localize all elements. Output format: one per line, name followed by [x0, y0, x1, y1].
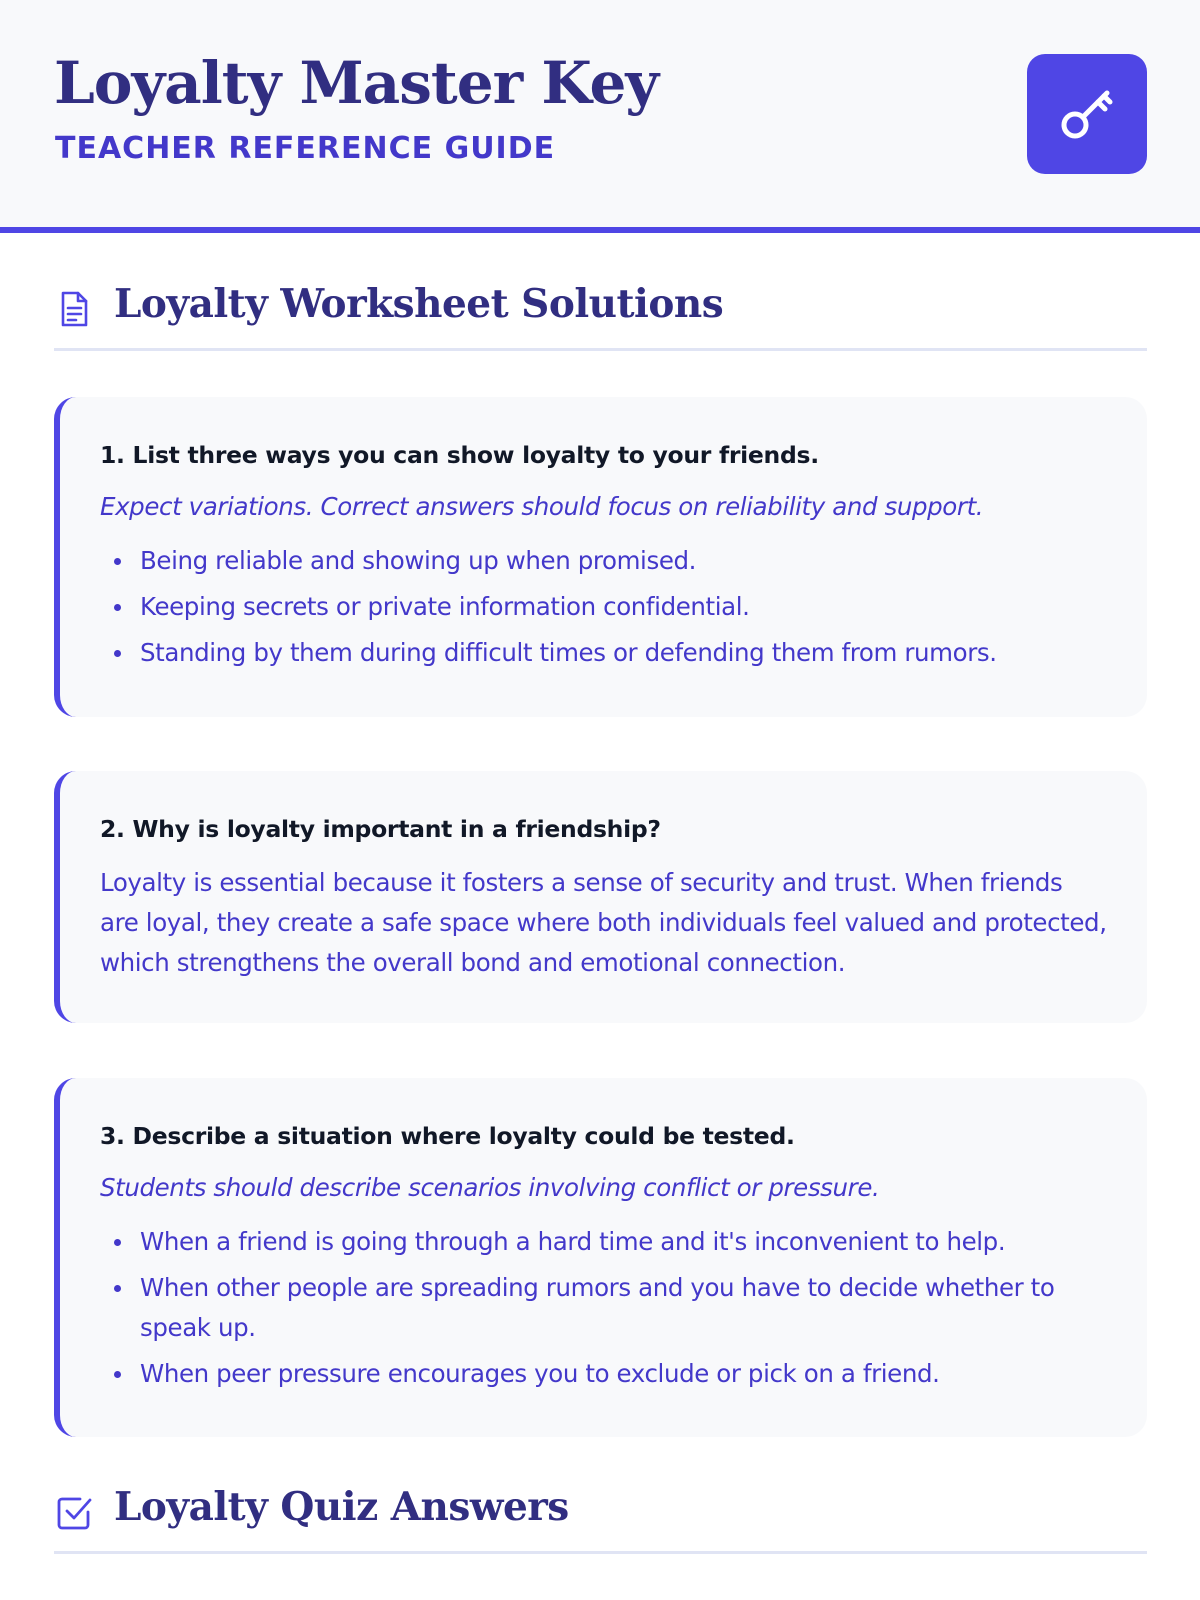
bullet-icon	[114, 1371, 121, 1378]
answer-text: When peer pressure encourages you to exclude or pick on a friend.	[140, 1359, 940, 1388]
question-card-2	[54, 771, 1147, 1023]
question-card-3	[54, 1078, 1147, 1437]
answer-list	[100, 541, 1107, 673]
question-card-1	[54, 397, 1147, 717]
list-item	[100, 587, 1107, 627]
bullet-icon	[114, 1285, 121, 1292]
key-icon	[1055, 82, 1119, 146]
teacher-note: Students should describe scenarios involving conflict or pressure.	[100, 1173, 880, 1202]
header-badge	[1027, 54, 1147, 174]
page-title: Loyalty Master Key	[54, 49, 659, 117]
bullet-icon	[114, 558, 121, 565]
answer-text: When a friend is going through a hard time and it's inconvenient to help.	[140, 1227, 1006, 1256]
answer-text: When other people are spreading rumors and you have to decide whether to speak up.	[140, 1273, 1055, 1342]
page-subtitle: TEACHER REFERENCE GUIDE	[55, 131, 556, 166]
section-heading-worksheet	[54, 281, 1147, 351]
answer-list	[100, 1222, 1107, 1394]
list-item	[100, 1222, 1107, 1262]
answer-text: Keeping secrets or private information confidential.	[140, 592, 750, 621]
question-text: 3. Describe a situation where loyalty could be tested.	[100, 1122, 795, 1150]
teacher-note: Expect variations. Correct answers should focus on reliability and support.	[100, 492, 984, 521]
page-header	[0, 0, 1200, 233]
question-text: 2. Why is loyalty important in a friendship?	[100, 815, 661, 843]
list-item	[100, 541, 1107, 581]
bullet-icon	[114, 604, 121, 611]
question-text: 1. List three ways you can show loyalty to your friends.	[100, 441, 819, 469]
section-title: Loyalty Quiz Answers	[114, 1484, 569, 1530]
list-item	[100, 1354, 1107, 1394]
answer-paragraph: Loyalty is essential because it fosters a sense of security and trust. When friends are loyal, they create a safe space where both individuals feel valued and protected, which strengthens the overall bond and emotional connection.	[100, 868, 1107, 977]
list-item	[100, 633, 1107, 673]
section-title: Loyalty Worksheet Solutions	[114, 281, 724, 327]
list-item	[100, 1268, 1107, 1348]
section-heading-quiz	[54, 1484, 1147, 1554]
bullet-icon	[114, 650, 121, 657]
checkbox-icon	[54, 1492, 94, 1532]
document-icon	[54, 289, 94, 329]
answer-text: Being reliable and showing up when promised.	[140, 546, 697, 575]
bullet-icon	[114, 1239, 121, 1246]
answer-text: Standing by them during difficult times or defending them from rumors.	[140, 638, 997, 667]
